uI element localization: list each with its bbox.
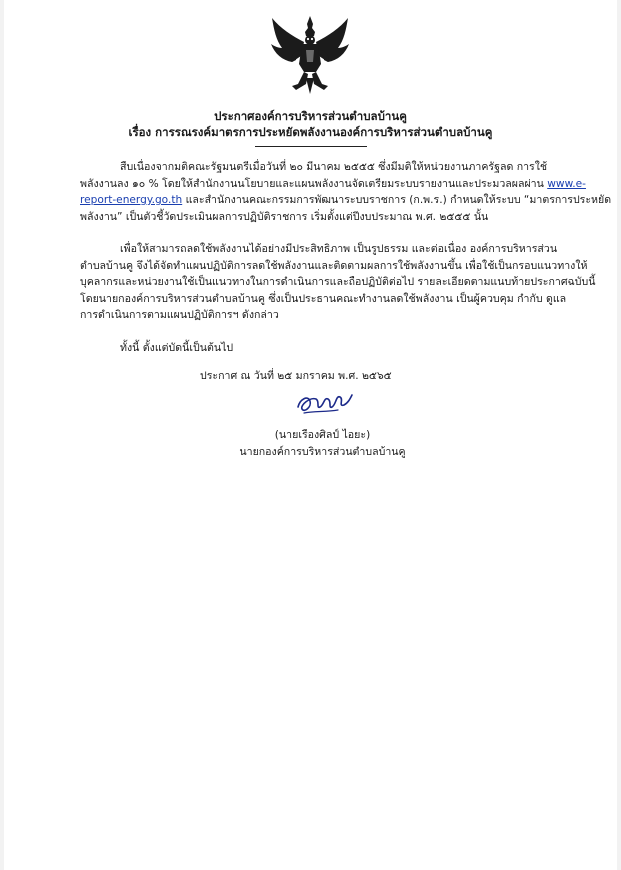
- paragraph-1-line-4: พลังงาน” เป็นตัวชี้วัดประเมินผลการปฏิบัติราชการ เริ่มตั้งแต่ปีงบประมาณ พ.ศ. ๒๕๕๕ นั้น: [80, 210, 489, 223]
- signer-position: นายกองค์การบริหารส่วนตำบลบ้านคู: [239, 446, 406, 458]
- paragraph-1: [80, 159, 612, 225]
- paragraph-2-line-1: เพื่อให้สามารถลดใช้พลังงานได้อย่างมีประสิทธิภาพ เป็นรูปธรรม และต่อเนื่อง องค์การบริหารส่วน: [120, 243, 558, 255]
- paragraph-1-line-1: สืบเนื่องจากมติคณะรัฐมนตรีเมื่อวันที่ ๒๐ มีนาคม ๒๕๕๕ ซึ่งมีมติให้หน่วยงานภาครัฐลด การใช้: [120, 161, 548, 173]
- announcement-date: ประกาศ ณ วันที่ ๒๕ มกราคม พ.ศ. ๒๕๖๕: [200, 370, 392, 382]
- subject-heading: เรื่อง การรณรงค์มาตรการประหยัดพลังงานองค์การบริหารส่วนตำบลบ้านคู: [128, 125, 493, 139]
- heading-divider: [255, 146, 367, 147]
- paragraph-3: [80, 340, 580, 357]
- paragraph-1-line-2: [80, 176, 586, 193]
- signature-image: [290, 385, 360, 419]
- paragraph-3-line-1: ทั้งนี้ ตั้งแต่บัดนี้เป็นต้นไป: [120, 342, 234, 354]
- paragraph-2-line-5: การดำเนินการตามแผนปฏิบัติการฯ ดังกล่าว: [80, 309, 279, 321]
- signer-name: (นายเรืองศิลป์ ไอยะ): [274, 429, 371, 441]
- paragraph-2-line-2: ตำบลบ้านคู จึงได้จัดทำแผนปฏิบัติการลดใช้พลังงานและติดตามผลการใช้พลังงานขึ้น เพื่อใช้เป็นกรอบแนวทางให้: [80, 259, 588, 272]
- garuda-emblem-icon: [268, 14, 352, 96]
- energy-report-link-continued[interactable]: report-energy.go.th: [80, 194, 183, 206]
- paragraph-2-line-3: บุคลากรและหน่วยงานใช้เป็นแนวทางในการดำเนินการและถือปฏิบัติต่อไป รายละเอียดตามแนบท้ายประกาศฉบับนี้: [80, 276, 596, 288]
- paragraph-1-line-2-text: พลังงานลง ๑๐ % โดยให้สำนักงานนโยบายและแผนพลังงานจัดเตรียมระบบรายงานและประมวลผลผ่าน: [80, 177, 548, 190]
- paragraph-1-line-3-text: และสำนักงานคณะกรรมการพัฒนาระบบราชการ (ก.พ.ร.) กำหนดให้ระบบ “มาตรการประหยัด: [182, 194, 612, 206]
- paragraph-2-line-4: โดยนายกองค์การบริหารส่วนตำบลบ้านคู ซึ่งเป็นประธานคณะทำงานลดใช้พลังงาน เป็นผู้ควบคุม กำกับ ดูแล: [80, 292, 567, 305]
- announcement-heading: ประกาศองค์การบริหารส่วนตำบลบ้านคู: [214, 109, 407, 123]
- energy-report-link[interactable]: www.e-: [547, 177, 586, 190]
- paragraph-2: [80, 241, 596, 324]
- paragraph-1-line-3: [80, 192, 612, 209]
